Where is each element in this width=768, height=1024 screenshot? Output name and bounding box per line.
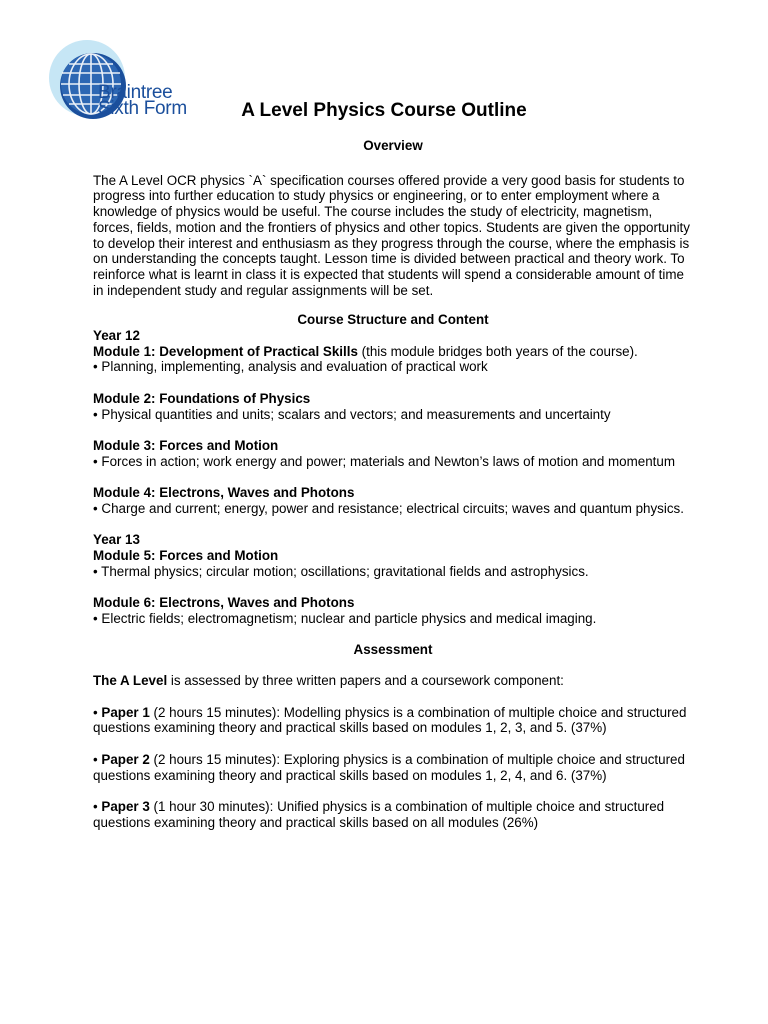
paper-3-bullet: • xyxy=(93,798,102,814)
assessment-heading: Assessment xyxy=(353,642,433,657)
module-1-note: (this module bridges both years of the course). xyxy=(357,343,638,359)
module-4-bullet: • Charge and current; energy, power and resistance; electrical circuits; waves and quantum physics. xyxy=(93,500,684,516)
year-13-heading: Year 13 xyxy=(93,532,140,548)
document-body xyxy=(93,138,693,830)
paper-1-text: (2 hours 15 minutes): Modelling physics is a combination of multiple choice and structured questions examining theory and practical skills based on modules 1, 2, 3, and 5. (37%) xyxy=(93,704,687,736)
paper-1-bullet: • xyxy=(93,704,102,720)
paper-1 xyxy=(93,705,693,736)
module-5-bullet: • Thermal physics; circular motion; oscillations; gravitational fields and astrophysics. xyxy=(93,563,589,579)
module-2-title: Module 2: Foundations of Physics xyxy=(93,390,311,406)
paper-2-bullet: • xyxy=(93,751,102,767)
module-1 xyxy=(93,344,693,360)
module-3-title: Module 3: Forces and Motion xyxy=(93,437,279,453)
overview-text: The A Level OCR physics `A` specification courses offered provide a very good basis for students to progress into further education to study physics or engineering, or to enter employment where a knowledge of physics would be useful. The course includes the study of electricity, magnetism, forces, fields, motion and the frontiers of physics and other topics. Students are given the opportunity to develop their interest and enthusiasm as they progress through the course, where the emphasis is on understanding the concepts taught. Lesson time is divided between practical and theory work. To reinforce what is learnt in class it is expected that students will spend a considerable amount of time in independent study and regular assignments will be set. xyxy=(93,172,690,298)
paper-3 xyxy=(93,799,693,830)
module-1-title: Module 1: Development of Practical Skills xyxy=(93,343,358,359)
module-6-bullet: • Electric fields; electromagnetism; nuclear and particle physics and medical imaging. xyxy=(93,610,597,626)
module-3-bullet: • Forces in action; work energy and power; materials and Newton’s laws of motion and momentum xyxy=(93,453,675,469)
module-4-title: Module 4: Electrons, Waves and Photons xyxy=(93,485,355,501)
assessment-intro-bold: The A Level xyxy=(93,673,168,689)
paper-1-name: Paper 1 xyxy=(101,704,150,720)
module-5-title: Module 5: Forces and Motion xyxy=(93,547,279,563)
paper-2 xyxy=(93,752,693,783)
paper-2-name: Paper 2 xyxy=(101,751,150,767)
assessment-intro-rest: is assessed by three written papers and a coursework component: xyxy=(167,673,564,689)
paper-3-text: (1 hour 30 minutes): Unified physics is a combination of multiple choice and structured questions examining theory and practical skills based on all modules (26%) xyxy=(93,798,665,830)
logo-text-line1: Braintree xyxy=(98,82,173,103)
paper-3-name: Paper 3 xyxy=(101,798,150,814)
structure-heading: Course Structure and Content xyxy=(297,312,489,328)
module-1-bullet: • Planning, implementing, analysis and evaluation of practical work xyxy=(93,359,488,375)
year-12-heading: Year 12 xyxy=(93,328,140,344)
page-title: A Level Physics Course Outline xyxy=(241,100,527,121)
module-2-bullet: • Physical quantities and units; scalars and vectors; and measurements and uncertainty xyxy=(93,406,611,422)
assessment-intro xyxy=(93,673,693,689)
module-6-title: Module 6: Electrons, Waves and Photons xyxy=(93,594,355,610)
logo-text-line2: Sixth Form xyxy=(98,98,187,119)
paper-2-text: (2 hours 15 minutes): Exploring physics is a combination of multiple choice and structured questions examining theory and practical skills based on modules 1, 2, 4, and 6. (37%) xyxy=(93,751,685,783)
overview-heading: Overview xyxy=(363,138,423,153)
